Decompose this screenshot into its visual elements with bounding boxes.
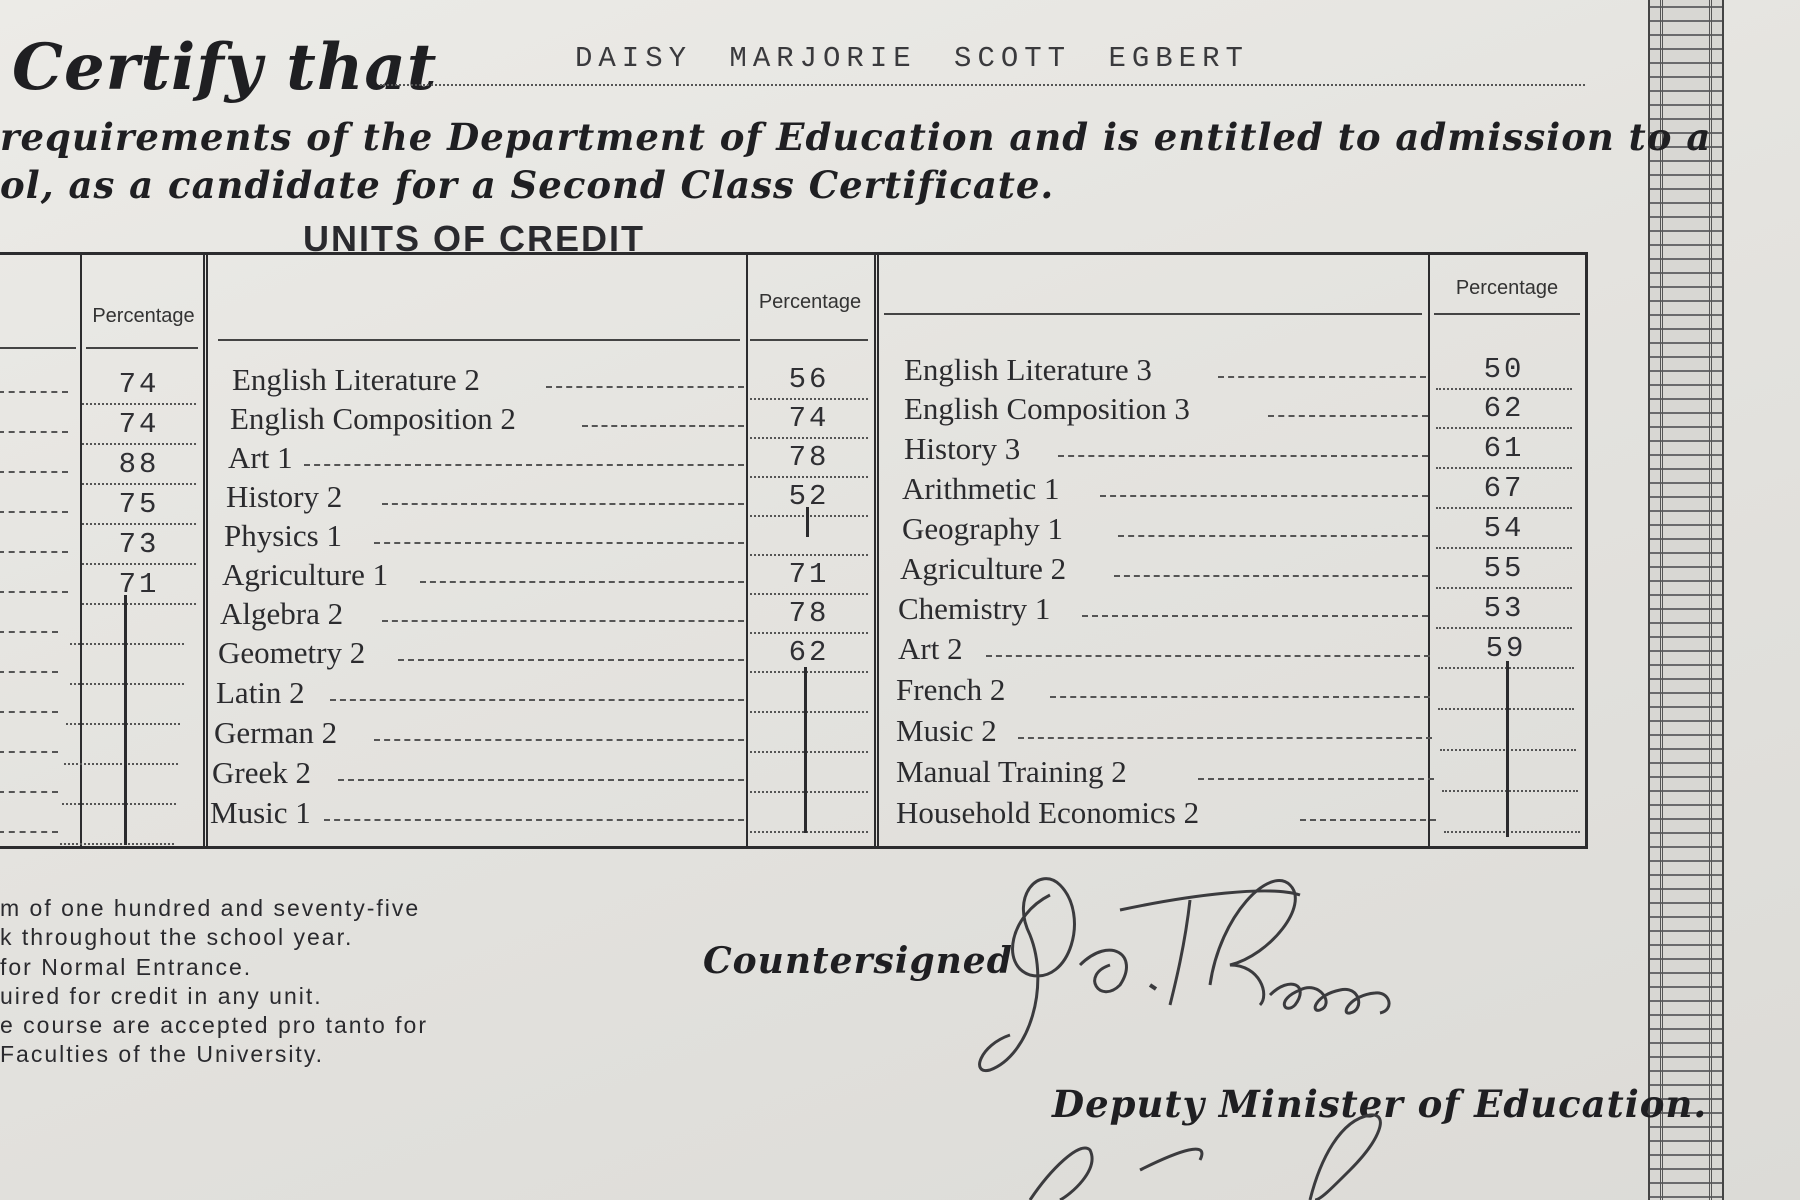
signature-image [970, 855, 1450, 1085]
column-divider [874, 255, 879, 846]
table-row [0, 565, 203, 605]
table-row [208, 516, 866, 556]
percentage-value: 50 [1483, 353, 1525, 386]
subject-label: Arithmetic 1 [902, 471, 1060, 506]
table-row [206, 555, 864, 595]
percentage-value: 67 [1483, 472, 1525, 505]
student-name: DAISY MARJORIE SCOTT EGBERT [575, 42, 1249, 75]
percentage-value: 74 [118, 368, 160, 401]
table-row [0, 485, 203, 525]
credits-table [0, 252, 1588, 849]
table-row [0, 725, 203, 765]
header-rule [884, 313, 1422, 315]
table-row [0, 805, 203, 845]
percentage-value: 71 [788, 558, 830, 591]
percentage-header: Percentage [758, 291, 862, 313]
subject-label: Music 2 [896, 713, 997, 748]
table-row [0, 445, 203, 485]
subject-label: English Literature 2 [232, 362, 480, 397]
table-row [886, 509, 1582, 549]
table-row [0, 365, 203, 405]
requirement-line-1: requirements of the Department of Education and is entitled to admission to a [0, 115, 1712, 159]
table-row [882, 629, 1578, 669]
percentage-value: 88 [118, 448, 160, 481]
subject-label: Agriculture 1 [222, 557, 389, 592]
subject-label: Agriculture 2 [900, 551, 1067, 586]
table-row [202, 633, 860, 673]
percentage-value: 55 [1483, 552, 1525, 585]
subject-label: Algebra 2 [220, 596, 344, 631]
table-row [216, 360, 874, 400]
footnote-line: e course are accepted pro tanto for [0, 1012, 428, 1038]
name-underline [380, 84, 1585, 86]
subject-label: History 3 [904, 431, 1021, 466]
table-row [0, 765, 203, 805]
subject-label: Greek 2 [212, 755, 311, 790]
blank-mark [124, 595, 127, 845]
subject-label: Latin 2 [216, 675, 305, 710]
table-row [198, 713, 856, 753]
subject-label: German 2 [214, 715, 338, 750]
header-rule [218, 339, 740, 341]
subject-label: French 2 [896, 672, 1006, 707]
table-row [204, 594, 862, 634]
subject-label: Geometry 2 [218, 635, 366, 670]
footnote-line: uired for credit in any unit. [0, 983, 323, 1009]
percentage-value: 62 [788, 636, 830, 669]
table-row [210, 477, 868, 517]
table-row [880, 711, 1576, 751]
header-rule [1434, 313, 1580, 315]
percentage-value: 78 [788, 441, 830, 474]
table-row [196, 753, 854, 793]
subject-label: Physics 1 [224, 518, 342, 553]
subject-label: English Composition 3 [904, 391, 1190, 426]
percentage-value: 53 [1483, 592, 1525, 625]
footnote-line: Faculties of the University. [0, 1041, 325, 1067]
subject-label: English Literature 3 [904, 352, 1152, 387]
certify-heading: Certify that [12, 30, 438, 105]
percentage-value: 74 [788, 402, 830, 435]
subject-label: Art 2 [898, 631, 963, 666]
percentage-value: 62 [1483, 392, 1525, 425]
percentage-value: 59 [1485, 632, 1527, 665]
blank-mark [806, 507, 809, 537]
subject-label: Geography 1 [902, 511, 1063, 546]
table-row [200, 673, 858, 713]
table-row [886, 469, 1582, 509]
percentage-value: 73 [118, 528, 160, 561]
table-row [888, 350, 1584, 390]
table-row [0, 525, 203, 565]
table-row [212, 438, 870, 478]
blank-mark [804, 667, 807, 833]
table-row [880, 752, 1576, 792]
subject-label: Chemistry 1 [898, 591, 1051, 626]
footnote-line: m of one hundred and seventy-five [0, 895, 421, 921]
percentage-value: 74 [118, 408, 160, 441]
decorative-border [1648, 0, 1724, 1200]
table-row [194, 793, 852, 833]
header-rule [0, 347, 76, 349]
percentage-value: 56 [788, 363, 830, 396]
units-of-credit-title: UNITS OF CREDIT [303, 218, 645, 259]
deputy-minister-label: Deputy Minister of Education. [1052, 1082, 1708, 1126]
header-rule [750, 339, 868, 341]
table-row [880, 670, 1576, 710]
table-row [884, 549, 1580, 589]
percentage-value: 71 [118, 568, 160, 601]
table-row [0, 405, 203, 445]
subject-label: English Composition 2 [230, 401, 516, 436]
table-row [0, 645, 203, 685]
table-row [880, 793, 1576, 833]
blank-mark [1506, 661, 1509, 837]
percentage-header: Percentage [1455, 277, 1559, 299]
percentage-value: 78 [788, 597, 830, 630]
subject-label: Art 1 [228, 440, 293, 475]
table-row [888, 429, 1584, 469]
countersigned-label: Countersigned [703, 940, 1013, 982]
table-row [0, 685, 203, 725]
percentage-value: 61 [1483, 432, 1525, 465]
percentage-value: 75 [118, 488, 160, 521]
subject-label: Manual Training 2 [896, 754, 1127, 789]
subject-label: Household Economics 2 [896, 795, 1200, 830]
table-row [882, 589, 1578, 629]
footnote-line: k throughout the school year. [0, 924, 354, 950]
subject-label: History 2 [226, 479, 343, 514]
requirement-line-2: ol, as a candidate for a Second Class Certificate. [0, 163, 1055, 207]
percentage-value: 54 [1483, 512, 1525, 545]
percentage-header: Percentage [92, 305, 195, 327]
header-rule [86, 347, 198, 349]
table-row [0, 605, 203, 645]
subject-label: Music 1 [210, 795, 311, 830]
percentage-value: 52 [788, 480, 830, 513]
table-row [888, 389, 1584, 429]
footnote-line: for Normal Entrance. [0, 954, 253, 980]
table-row [214, 399, 872, 439]
second-signature-image [1010, 1110, 1430, 1200]
